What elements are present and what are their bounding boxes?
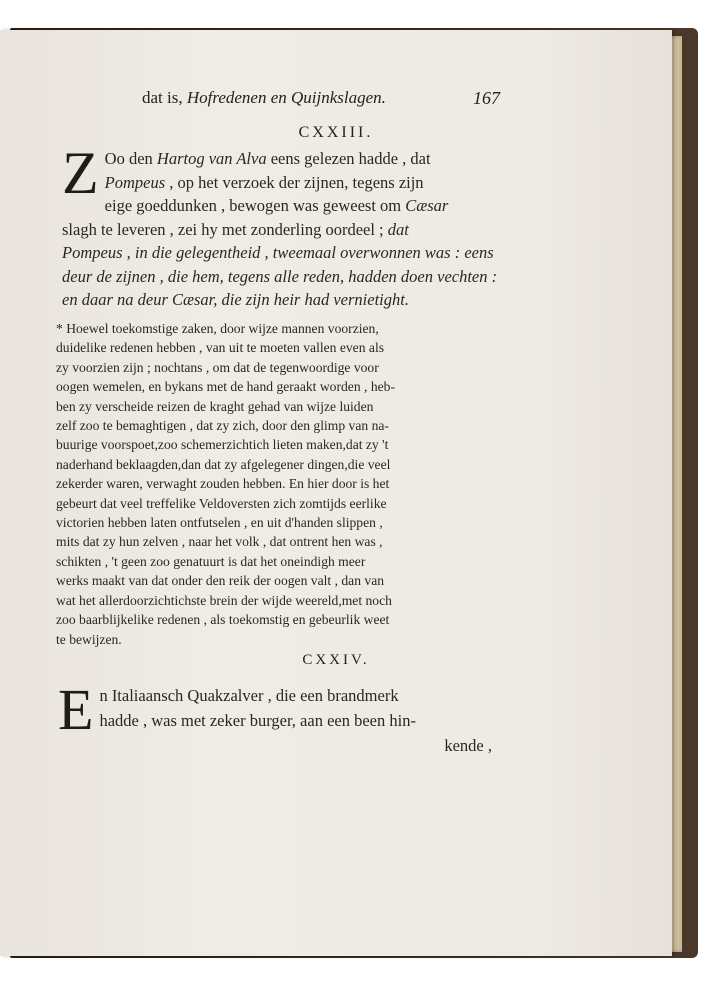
text-line: eige goeddunken , bewogen was geweest om Cæsar — [104, 196, 449, 215]
running-head — [90, 86, 500, 110]
text-line: deur de zijnen , die hem, tegens alle reden, hadden doen vechten : — [62, 266, 498, 286]
text-line: slagh te leveren , zei hy met zonderling oordeel ; dat — [62, 219, 409, 239]
drop-cap: Z — [62, 140, 99, 206]
note-line: naderhand beklaagden,dan dat zy afgelegener dingen,die veel — [56, 456, 391, 472]
note-line: zekerder waren, verwaght zouden hebben. En hier door is het — [56, 476, 390, 492]
section-heading-cxxiv: CXXIV. — [302, 652, 370, 668]
note-line: oogen wemelen, en bykans met de hand geraakt worden , heb- — [56, 379, 395, 395]
note-line: zy voorzien zijn ; nochtans , om dat de tegenwoordige voor — [56, 359, 379, 375]
running-title: dat is, Hofredenen en Quijnkslagen. — [142, 88, 386, 107]
note-line: werks maakt van dat onder den reik der oogen valt , dan van — [56, 573, 385, 589]
note-line: zelf zoo te bemaghtigen , dat zy zich, door den glimp van na- — [56, 418, 389, 434]
text-line: n Italiaansch Quakzalver , die een brandmerk — [99, 686, 399, 705]
commentary-note — [56, 319, 490, 649]
note-line: schikten , 't geen zoo genatuurt is dat het oneindigh meer — [56, 553, 366, 569]
text-line: kende , — [444, 736, 492, 755]
text-line: Oo den Hartog van Alva eens gelezen hadde , dat — [104, 149, 431, 168]
note-line: duidelike redenen hebben , van uit te moeten vallen even als — [56, 340, 385, 356]
note-line: mits dat zy hun zelven , naar het volk , dat ontrent hen was , — [56, 534, 383, 550]
drop-cap: E — [58, 677, 94, 742]
note-line: wat het allerdoorzichtichste brein der wijde weereld,met noch — [56, 592, 392, 608]
text-line: hadde , was met zeker burger, aan een been hin- — [99, 711, 416, 730]
note-line: victorien hebben laten ontfutselen , en uit d'handen slippen , — [56, 515, 383, 531]
note-line: ben zy verscheide reizen de kraght gehad van wijze luiden — [56, 398, 374, 414]
note-line: zoo baarblijkelike redenen , als toekomstig en gebeurlik weet — [56, 612, 390, 628]
text-line: en daar na deur Cæsar, die zijn heir had vernietight. — [62, 290, 409, 309]
note-line: gebeurt dat veel treffelike Veldoversten zich zomtijds eerlike — [56, 495, 387, 511]
anecdote-paragraph-1 — [62, 140, 498, 312]
text-line: Pompeus , op het verzoek der zijnen, tegens zijn — [104, 172, 424, 192]
text-line: Pompeus , in die gelegentheid , tweemaal overwonnen was : eens — [62, 243, 494, 262]
note-line: buurige voorspoet,zoo schemerzichtich lieten maken,dat zy 't — [56, 437, 389, 453]
note-line: * Hoewel toekomstige zaken, door wijze mannen voorzien, — [56, 321, 379, 336]
section-heading-cxxiii: CXXIII. — [298, 124, 374, 141]
anecdote-paragraph-2 — [58, 677, 492, 758]
page-number: 167 — [473, 88, 500, 108]
note-line: te bewijzen. — [56, 631, 122, 647]
